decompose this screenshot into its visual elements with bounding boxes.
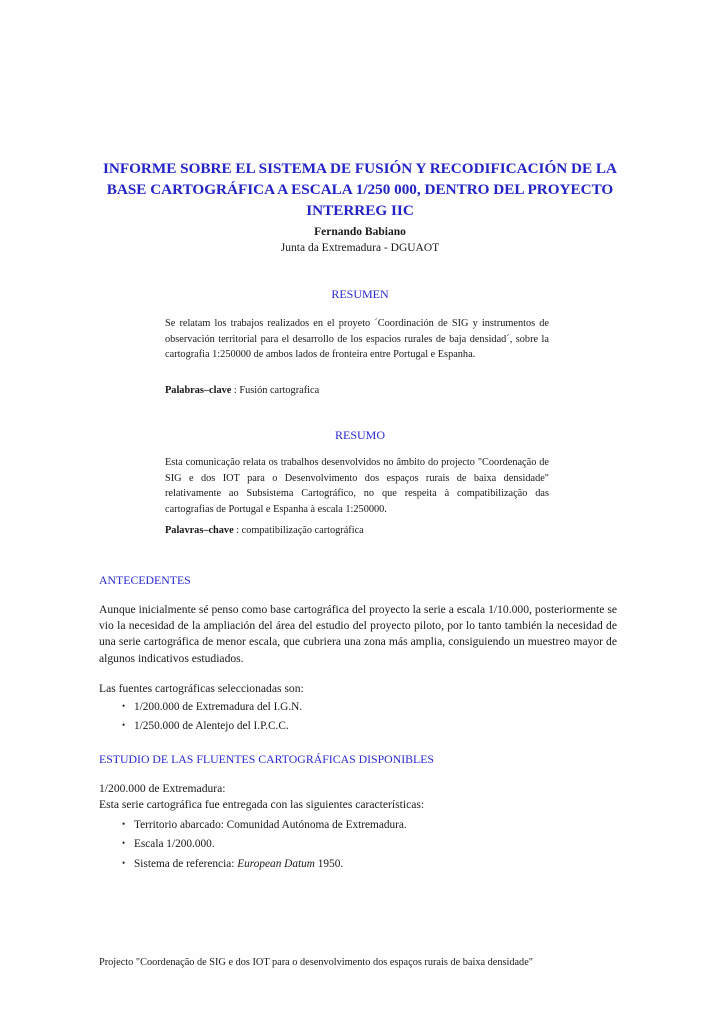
paper-title: INFORME SOBRE EL SISTEMA DE FUSIÓN Y RECODIFICACIÓN DE LA BASE CARTOGRÁFICA A ESCALA 1/250 000, DENTRO DEL PROYECTO INTERREG IIC xyxy=(102,160,618,219)
bullet-icon: • xyxy=(122,720,126,730)
estudio-heading: ESTUDIO DE LAS FLUENTES CARTOGRÁFICAS DISPONIBLES xyxy=(99,752,434,766)
source-item: • 1/250.000 de Alentejo del I.P.C.C. xyxy=(122,720,289,732)
bullet-icon: • xyxy=(122,838,126,848)
feature-item: • Territorio abarcado: Comunidad Autónoma de Extremadura. xyxy=(122,819,407,831)
bullet-icon: • xyxy=(122,701,126,711)
resumen-keywords xyxy=(165,385,549,396)
antecedentes-heading: ANTECEDENTES xyxy=(99,573,191,587)
feature-item: • Sistema de referencia: European Datum 1950. xyxy=(122,858,344,870)
resumo-text: Esta comunicação relata os trabalhos desenvolvidos no âmbito do projecto "Coordenação de SIG e dos IOT para o Desenvolvimento dos espaços rurais de baixa densidade" relativamente ao Subsistema Cartográfico, no que respeita à compatibilização das cartografias de Portugal e Espanha à escala 1:250000. xyxy=(165,457,549,515)
feature-item: • Escala 1/200.000. xyxy=(122,838,215,850)
resumo-keywords-label: Palavras–chave xyxy=(165,525,234,536)
estudio-line-1: 1/200.000 de Extremadura: xyxy=(99,782,226,795)
author-affiliation: Junta da Extremadura - DGUAOT xyxy=(280,242,440,254)
author-name: Fernando Babiano xyxy=(314,226,406,238)
resumen-text: Se relatam los trabajos realizados en el proyeto ´Coordinación de SIG y instrumentos de observación territorial para el desarrollo de los espacios rurales de baja densidad´, sobre la cartografia 1:250000 de ambos lados de fronteira entre Portugal e Espanha. xyxy=(165,318,549,361)
resumen-heading: RESUMEN xyxy=(331,287,389,301)
resumo-keywords-value: : compatibilização cartográfica xyxy=(233,525,364,536)
datum-name: European Datum xyxy=(237,858,315,870)
resumen-keywords-label: Palabras–clave xyxy=(165,385,232,396)
antecedentes-paragraph: Aunque inicialmente sé penso como base cartográfica del proyecto la serie a escala 1/10.000, posteriormente se vio la necesidad de la ampliación del área del estudio del proyecto piloto, por lo tanto también la necesidad de una serie cartográfica de menor escala, que cubriera una zona más amplia, consiguiendo un muestreo mayor de algunos indicativos estudiados. xyxy=(99,603,617,665)
sources-intro: Las fuentes cartográficas seleccionadas son: xyxy=(99,682,304,695)
resumo-heading: RESUMO xyxy=(334,428,385,442)
resumen-keywords-value: : Fusión cartografica xyxy=(231,385,320,396)
bullet-icon: • xyxy=(122,819,126,829)
source-item: • 1/200.000 de Extremadura del I.G.N. xyxy=(122,701,303,713)
page-footer: Projecto "Coordenação de SIG e dos IOT para o desenvolvimento dos espaços rurais de baixa densidade" xyxy=(99,957,533,968)
resumo-keywords xyxy=(165,525,549,536)
bullet-icon: • xyxy=(122,858,126,868)
estudio-line-2: Esta serie cartográfica fue entregada con las siguientes características: xyxy=(99,798,425,811)
